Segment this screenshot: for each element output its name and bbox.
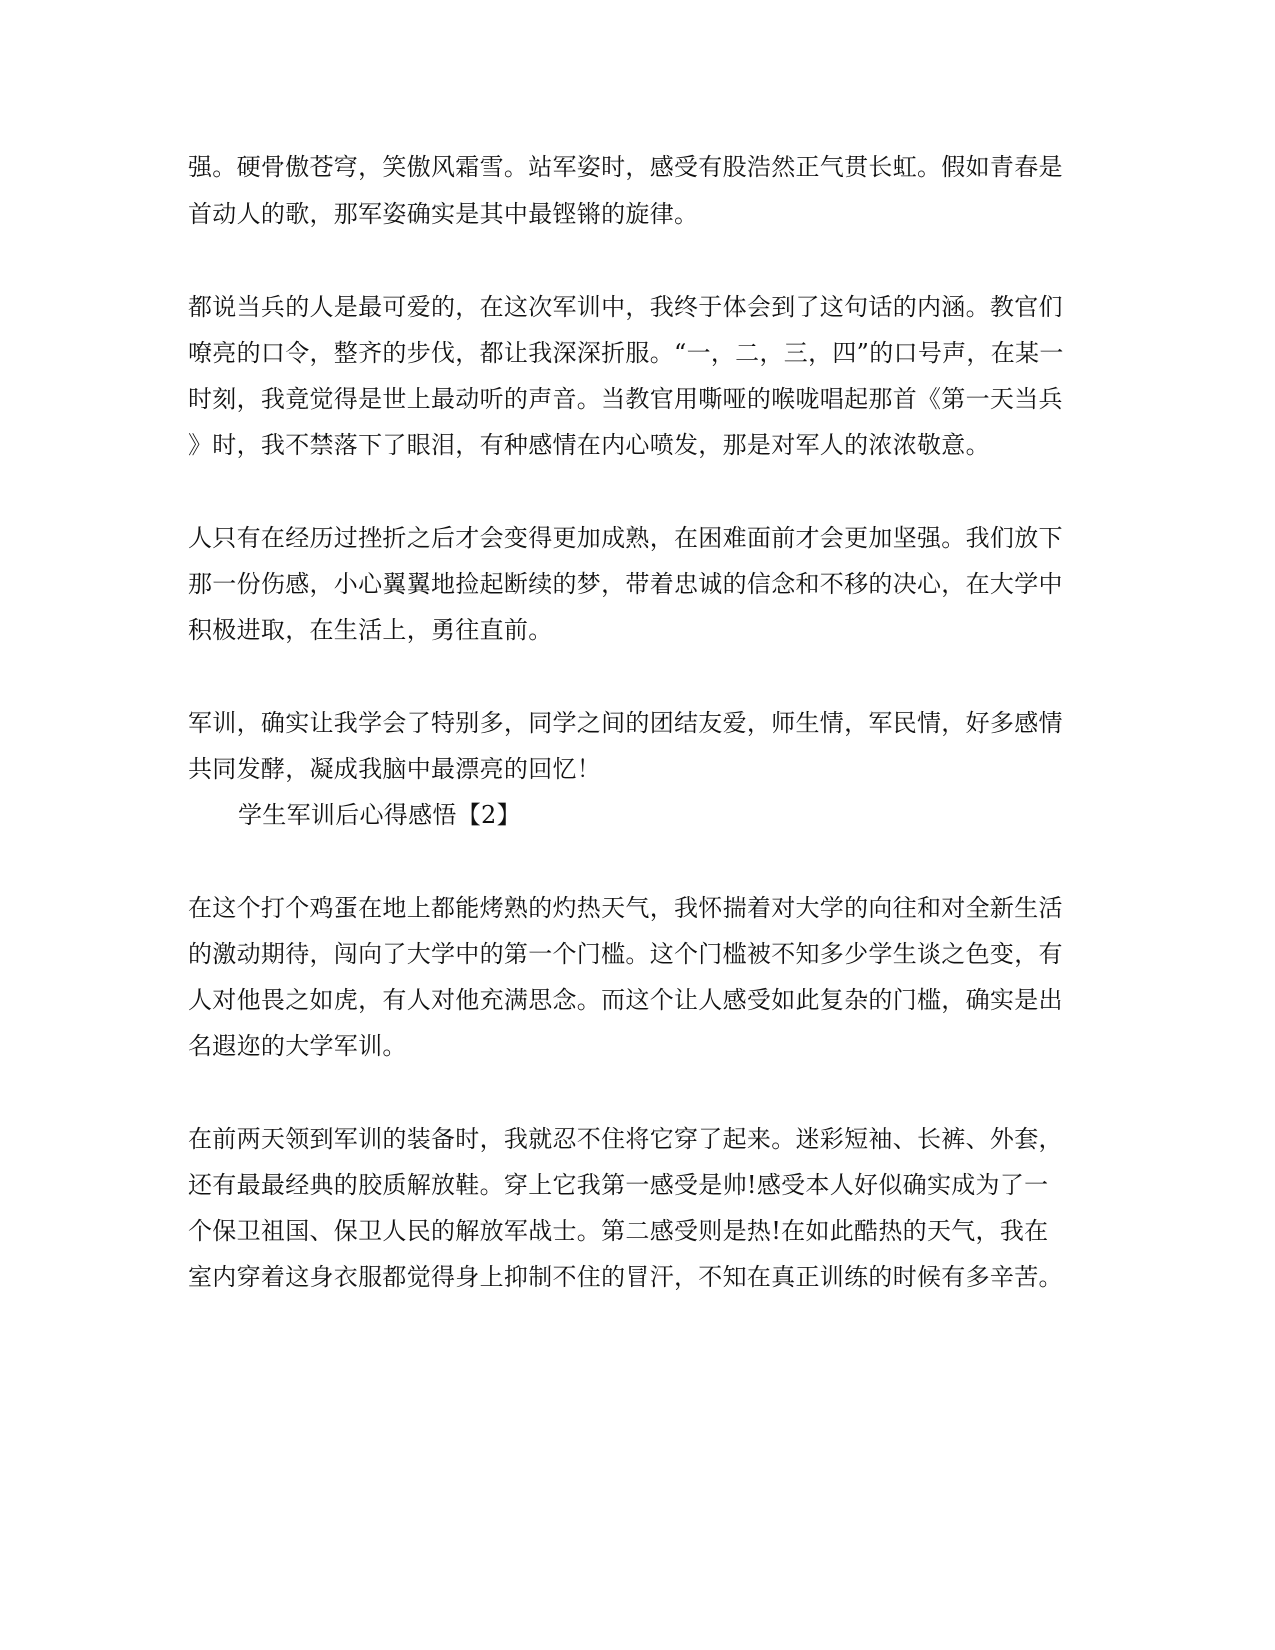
paragraph-3-line-2: 那一份伤感，小心翼翼地捡起断续的梦，带着忠诚的信念和不移的决心，在大学中 bbox=[188, 570, 1063, 598]
paragraph-6-line-2: 还有最最经典的胶质解放鞋。穿上它我第一感受是帅!感受本人好似确实成为了一 bbox=[188, 1171, 1049, 1199]
paragraph-6-line-1: 在前两天领到军训的装备时，我就忍不住将它穿了起来。迷彩短袖、长裤、外套， bbox=[188, 1125, 1063, 1153]
paragraph-3-line-3: 积极进取，在生活上，勇往直前。 bbox=[188, 616, 553, 644]
paragraph-6-line-4: 室内穿着这身衣服都觉得身上抑制不住的冒汗，不知在真正训练的时候有多辛苦。 bbox=[188, 1263, 1063, 1291]
paragraph-4-line-2: 共同发酵，凝成我脑中最漂亮的回忆！ bbox=[188, 755, 602, 783]
paragraph-1-line-2: 首动人的歌，那军姿确实是其中最铿锵的旋律。 bbox=[188, 200, 699, 228]
paragraph-4-line-1: 军训，确实让我学会了特别多，同学之间的团结友爱，师生情，军民情，好多感情 bbox=[188, 709, 1063, 737]
paragraph-2-line-2: 嘹亮的口令，整齐的步伐，都让我深深折服。“一，二，三，四”的口号声，在某一 bbox=[188, 339, 1064, 367]
section-heading: 学生军训后心得感悟【2】 bbox=[238, 801, 521, 829]
paragraph-6-line-3: 个保卫祖国、保卫人民的解放军战士。第二感受则是热!在如此酷热的天气，我在 bbox=[188, 1217, 1049, 1245]
paragraph-5-line-3: 人对他畏之如虎，有人对他充满思念。而这个让人感受如此复杂的门槛，确实是出 bbox=[188, 986, 1063, 1014]
paragraph-2-line-1: 都说当兵的人是最可爱的，在这次军训中，我终于体会到了这句话的内涵。教官们 bbox=[188, 293, 1063, 321]
paragraph-2-line-4: 》时，我不禁落下了眼泪，有种感情在内心喷发，那是对军人的浓浓敬意。 bbox=[188, 431, 990, 459]
paragraph-2-line-3: 时刻，我竟觉得是世上最动听的声音。当教官用嘶哑的喉咙唱起那首《第一天当兵 bbox=[188, 385, 1063, 413]
paragraph-3-line-1: 人只有在经历过挫折之后才会变得更加成熟，在困难面前才会更加坚强。我们放下 bbox=[188, 524, 1063, 552]
paragraph-1-line-1: 强。硬骨傲苍穹，笑傲风霜雪。站军姿时，感受有股浩然正气贯长虹。假如青春是 bbox=[188, 153, 1063, 181]
paragraph-5-line-1: 在这个打个鸡蛋在地上都能烤熟的灼热天气，我怀揣着对大学的向往和对全新生活 bbox=[188, 894, 1063, 922]
paragraph-5-line-2: 的激动期待，闯向了大学中的第一个门槛。这个门槛被不知多少学生谈之色变，有 bbox=[188, 940, 1063, 968]
paragraph-5-line-4: 名遐迩的大学军训。 bbox=[188, 1032, 407, 1060]
